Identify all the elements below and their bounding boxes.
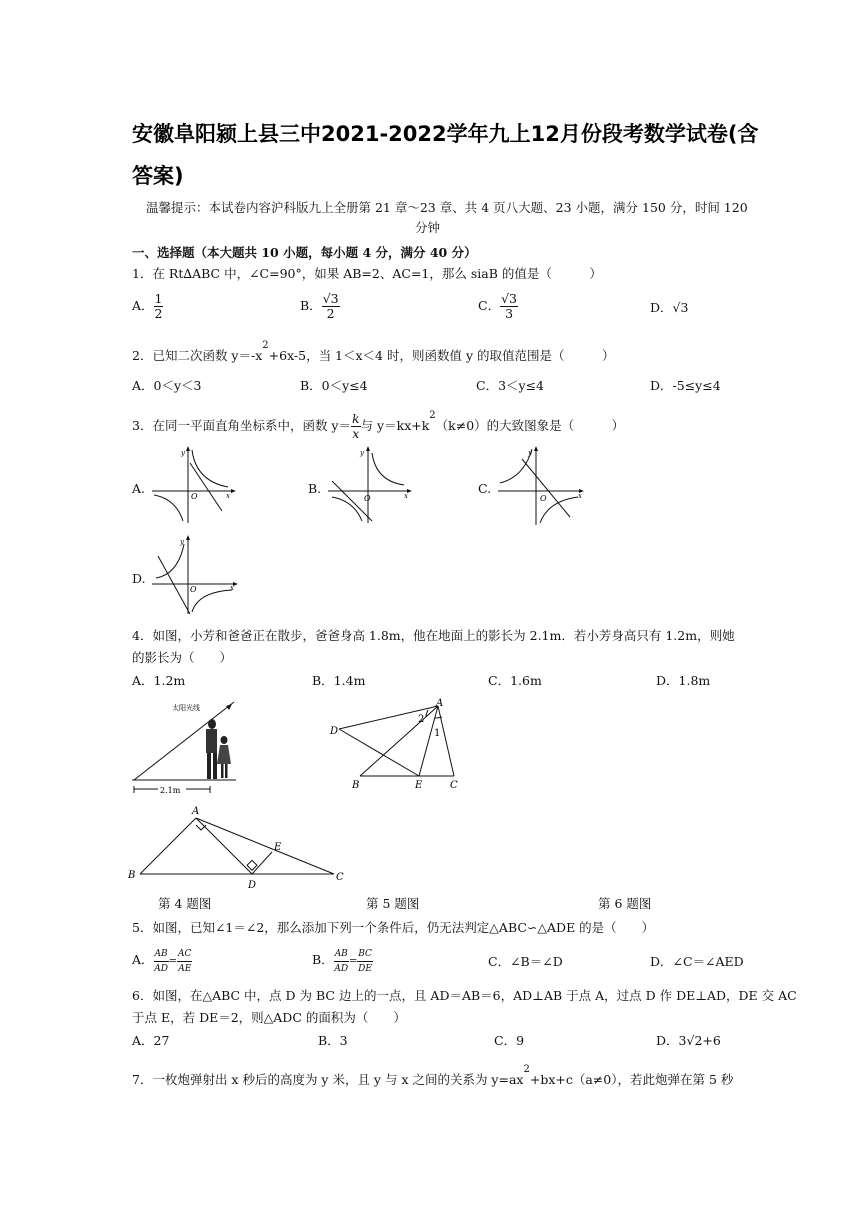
q3-graph-b (324, 445, 414, 525)
svg-text:O: O (364, 494, 371, 503)
svg-text:x: x (226, 492, 230, 500)
svg-text:x: x (230, 584, 234, 592)
q5-option-c: C．∠B＝∠D (488, 954, 563, 969)
svg-text:D: D (248, 880, 257, 891)
q1-option-c: C． $\frac{√3}{3}$ (478, 291, 517, 321)
q6-option-b: B．3 (318, 1033, 348, 1048)
q1-option-d: D．√3 (650, 300, 689, 315)
svg-text:D: D (330, 726, 339, 737)
q5-option-a: A． $\frac{AB}{AD}$ = $\frac{AC}{AE}$ (132, 949, 192, 974)
q6-stem-line-2: 于点 E，若 DE＝2，则△ADC 的面积为（ ） (132, 1010, 406, 1025)
svg-text:O: O (191, 492, 198, 501)
section-heading: 一、选择题（本大题共 10 小题，每小题 4 分，满分 40 分） (132, 245, 477, 260)
q3-option-b-label: B. (308, 481, 322, 496)
q4-stem-line-1: 4．如图，小芳和爸爸正在散步，爸爸身高 1.8m，他在地面上的影长为 2.1m．若小芳身高只有 1.2m，则她 (132, 628, 735, 643)
q4-stem-line-2: 的影长为（ ） (132, 650, 233, 665)
q6-option-c: C．9 (494, 1033, 525, 1048)
q2-option-b: B．0＜y≤4 (300, 378, 368, 393)
svg-text:O: O (190, 585, 197, 594)
caption-figure-4: 第 4 题图 (158, 896, 212, 911)
q4-option-c: C．1.6m (488, 673, 542, 688)
q3-stem: 3．在同一平面直角坐标系中，函数 y＝ $\frac{k}{x}$ 与 $y=kx+k^2(k\ne 0)$的大致图象是（ ） (132, 410, 625, 441)
q2-option-c: C．3＜y≤4 (476, 378, 545, 393)
q7-stem: 7．一枚炮弹射出 x 秒后的高度为 y 米，且 y 与 x 之间的关系为 $y=ax^2+bx+c(a\ne 0)$，若此炮弹在第 5 秒 (132, 1064, 734, 1087)
svg-text:x: x (578, 492, 582, 500)
q3-option-c-label: C. (478, 481, 492, 496)
q6-option-a: A．27 (132, 1033, 170, 1048)
svg-text:A: A (192, 806, 200, 817)
q2-option-d: D．-5≤y≤4 (650, 378, 721, 393)
q3-option-a-label: A. (132, 481, 146, 496)
caption-figure-5: 第 5 题图 (366, 896, 420, 911)
q3-graph-c (494, 445, 586, 527)
q2-stem: 2．已知二次函数 $y=-x^2+6x-5$，当 1＜x＜4 时，则函数值 y 的取值范围是（ ） (132, 340, 615, 363)
q5-stem: 5．如图，已知∠1＝∠2，那么添加下列一个条件后，仍无法判定△ABC∽△ADE 的是（ ） (132, 920, 655, 935)
title-line-2: 答案) (132, 164, 184, 188)
q3-option-d-label: D. (132, 571, 146, 586)
svg-text:B: B (352, 780, 360, 791)
q1-option-a: A． $\frac{1}{2}$ (132, 291, 163, 321)
svg-text:E: E (274, 842, 282, 853)
svg-text:2.1m: 2.1m (160, 786, 181, 795)
q2-option-a: A．0＜y＜3 (132, 378, 202, 393)
q3-graph-a (148, 445, 238, 525)
svg-text:2: 2 (418, 714, 425, 725)
svg-text:O: O (540, 494, 547, 503)
svg-text:B: B (128, 870, 136, 881)
tip-line-2: 分钟 (415, 220, 441, 235)
figure-4-shadow (128, 696, 240, 798)
svg-text:A: A (436, 698, 444, 709)
svg-text:C: C (450, 780, 458, 791)
q5-option-b: B． $\frac{AB}{AD}$ = $\frac{BC}{DE}$ (312, 949, 372, 974)
figure-6-triangle (124, 800, 356, 891)
q4-option-a: A．1.2m (132, 673, 186, 688)
svg-text:太阳光线: 太阳光线 (172, 704, 200, 712)
q5-option-d: D．∠C＝∠AED (650, 954, 744, 969)
title-line-1: 安徽阜阳颍上县三中2021-2022学年九上12月份段考数学试卷(含 (132, 122, 759, 146)
figure-5-triangles (322, 696, 472, 794)
svg-text:y: y (528, 449, 532, 457)
q6-stem-line-1: 6．如图，在△ABC 中，点 D 为 BC 边上的一点，且 AD＝AB＝6，AD⊥AB 于点 A，过点 D 作 DE⊥AD，DE 交 AC (132, 988, 797, 1003)
q4-option-d: D．1.8m (656, 673, 711, 688)
svg-text:E: E (415, 780, 423, 791)
svg-text:C: C (336, 872, 344, 883)
tip-line-1: 温馨提示：本试卷内容沪科版九上全册第 21 章～23 章、共 4 页八大题、23 小题，满分 150 分，时间 120 (146, 200, 748, 215)
svg-text:1: 1 (434, 728, 441, 739)
q1-option-b: B． $\frac{√3}{2}$ (300, 291, 339, 321)
q6-option-d: D．3√2+6 (656, 1033, 721, 1048)
svg-text:y: y (360, 449, 364, 457)
svg-text:y: y (181, 449, 185, 457)
svg-text:y: y (180, 538, 184, 546)
q1-stem: 1．在 Rt∆ABC 中，∠C=90°，如果 AB=2、AC=1，那么 siaB 的值是（ ） (132, 266, 602, 281)
caption-figure-6: 第 6 题图 (598, 896, 652, 911)
svg-text:x: x (404, 492, 408, 500)
q3-graph-d (148, 534, 240, 616)
q4-option-b: B．1.4m (312, 673, 366, 688)
